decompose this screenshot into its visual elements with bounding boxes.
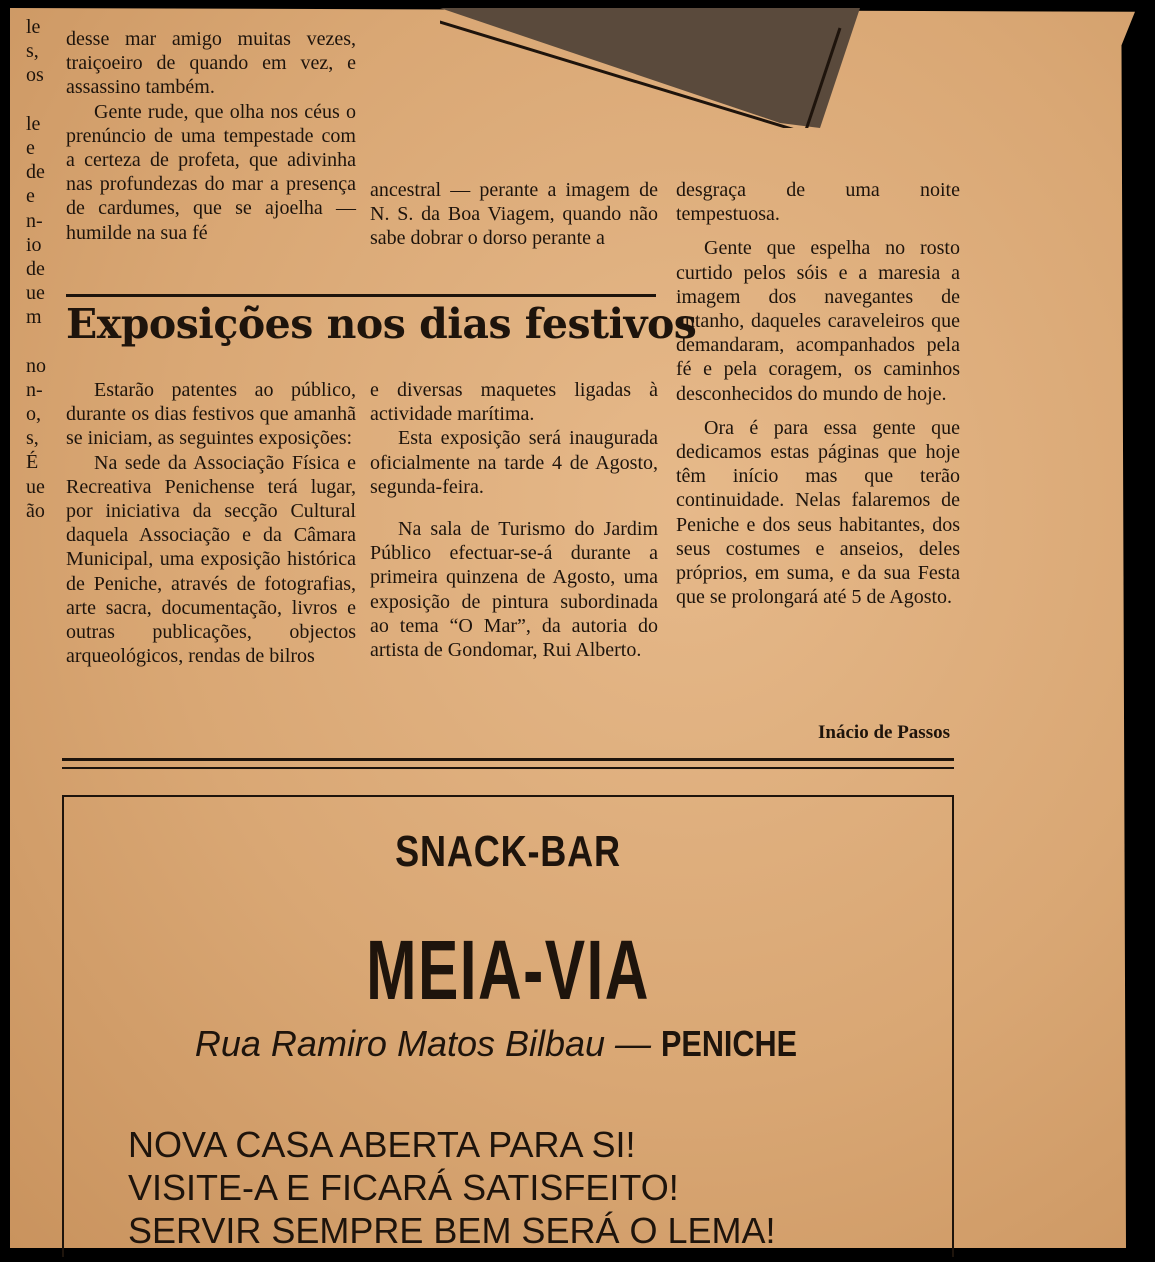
edge-fragment: os bbox=[26, 64, 44, 87]
left-edge-fragments bbox=[26, 15, 66, 523]
paragraph: ancestral — perante a imagem de N. S. da Boa Viagem, quando não sabe dobrar o dorso perante a bbox=[370, 179, 658, 250]
edge-fragment: e bbox=[26, 136, 35, 159]
edge-fragment bbox=[26, 329, 66, 353]
edge-fragment: ão bbox=[26, 499, 45, 522]
paragraph: Na sede da Associação Física e Recreativa Penichense terá lugar, por iniciativa da secção Cultural daquela Associação e da Câmara Municipal, uma exposição histórica de Peniche, através de fotografias, arte sacra, documentação, livros e outras publicações, objectos arqueológicos, rendas de bilros bbox=[66, 451, 356, 668]
paragraph: e diversas maquetes ligadas à actividade marítima. bbox=[370, 379, 658, 426]
advert-kicker: SNACK-BAR bbox=[395, 827, 621, 876]
top-story-column-1 bbox=[66, 27, 356, 245]
edge-fragment: ue bbox=[26, 475, 45, 498]
snack-bar-advert bbox=[62, 795, 954, 1257]
advert-slogan: NOVA CASA ABERTA PARA SI! bbox=[128, 1124, 636, 1165]
photo-corner bbox=[440, 8, 860, 128]
edge-fragment: io bbox=[26, 233, 42, 256]
article-column-1 bbox=[66, 378, 356, 668]
advert-slogans bbox=[128, 1123, 776, 1252]
paragraph: desgraça de uma noite tempestuosa. bbox=[676, 179, 960, 226]
paragraph: Na sala de Turismo do Jardim Público efectuar-se-á durante a primeira quinzena de Agosto, uma exposição de pintura subordinada ao tema “O Mar”, da autoria do artista de Gondomar, Rui Alberto. bbox=[370, 518, 658, 662]
edge-fragment: de bbox=[26, 161, 45, 184]
advert-slogan: SERVIR SEMPRE BEM SERÁ O LEMA! bbox=[128, 1210, 776, 1251]
edge-fragment: le bbox=[26, 16, 41, 38]
advert-business-name: MEIA-VIA bbox=[366, 923, 650, 1017]
edge-fragment: no bbox=[26, 354, 46, 377]
paragraph: Estarão patentes ao público, durante os dias festivos que amanhã se iniciam, as seguintes exposições: bbox=[66, 379, 356, 450]
section-rule-bottom bbox=[62, 767, 954, 769]
edge-fragment: e bbox=[26, 185, 35, 208]
paragraph: Esta exposição será inaugurada oficialmente na tarde 4 de Agosto, segunda-feira. bbox=[370, 427, 658, 498]
edge-fragment: o, bbox=[26, 403, 41, 425]
headline-rule bbox=[66, 294, 656, 297]
article-headline: Exposições nos dias festivos bbox=[66, 300, 697, 348]
edge-fragment: s, bbox=[26, 427, 39, 450]
edge-fragment: le bbox=[26, 112, 41, 135]
paragraph: Gente rude, que olha nos céus o prenúncio de uma tempestade com a certeza de profeta, que adivinha nas profundezas do mar a presença de cardumes, que se ajoelha — humilde na sua fé bbox=[66, 100, 356, 244]
advert-slogan: VISITE-A E FICARÁ SATISFEITO! bbox=[128, 1167, 679, 1208]
edge-fragment: É bbox=[26, 451, 39, 474]
paragraph: desse mar amigo muitas vezes, traiçoeiro de quando em vez, e assassino também. bbox=[66, 28, 356, 99]
article-column-2 bbox=[370, 378, 658, 662]
top-story-column-2 bbox=[370, 178, 658, 251]
paragraph: Ora é para essa gente que dedicamos estas páginas que hoje têm início mas que terão continuidade. Nelas falaremos de Peniche e dos seus habitantes, dos seus costumes e anseios, deles próprios, em suma, e da sua Festa que se prolongará até 5 de Agosto. bbox=[676, 416, 960, 609]
top-story-column-3 bbox=[676, 178, 960, 609]
edge-fragment bbox=[26, 88, 66, 112]
edge-fragment: de bbox=[26, 257, 45, 280]
advert-street: Rua Ramiro Matos Bilbau — bbox=[194, 1023, 652, 1064]
advert-address bbox=[64, 1023, 952, 1065]
section-rule-top bbox=[62, 758, 954, 761]
edge-fragment: ue bbox=[26, 282, 45, 305]
edge-fragment: s, bbox=[26, 40, 39, 63]
author-signature: Inácio de Passos bbox=[818, 722, 950, 743]
photo-area bbox=[440, 8, 860, 128]
paragraph: Gente que espelha no rosto curtido pelos sóis e a maresia a imagem dos navegantes de antanho, daqueles caraveleiros que demandaram, acompanhados pela fé e pela coragem, os caminhos desconhecidos do mundo de hoje. bbox=[676, 237, 960, 405]
edge-fragment: m bbox=[26, 306, 42, 329]
advert-town: PENICHE bbox=[661, 1023, 798, 1064]
edge-fragment: n- bbox=[26, 378, 43, 401]
edge-fragment: n- bbox=[26, 209, 43, 232]
